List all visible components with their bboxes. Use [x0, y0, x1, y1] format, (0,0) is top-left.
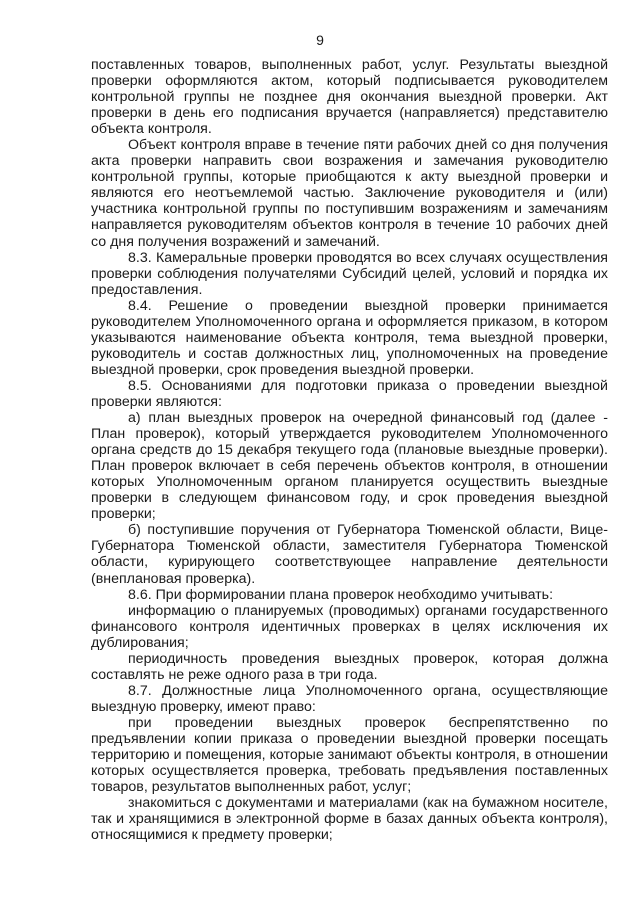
paragraph: 8.6. При формировании плана проверок необходимо учитывать: — [128, 586, 554, 603]
paragraph: поставленных товаров, выполненных работ, услуг. Результаты выездной проверки оформляются актом, который подписывается руководителем контрольной группы не позднее дня окончания выездной проверки. Акт проверки в день его подписания вручается (направляется) представителю объекта контроля. — [91, 57, 608, 138]
paragraph: при проведении выездных проверок беспрепятственно по предъявлении копии приказа о проведении выездной проверки посещать территорию и помещения, которые занимают объекты контроля, в отношении которых осуществляется проверка, требовать предъявления поставленных товаров, результатов выполненных работ, услуг; — [91, 714, 608, 796]
paragraph: знакомиться с документами и материалами (как на бумажном носителе, так и хранящимися в электронной форме в базах данных объекта контроля), относящимися к предмету проверки; — [91, 795, 608, 844]
paragraph: б) поступившие поручения от Губернатора Тюменской области, Вице-Губернатора Тюменской области, заместителя Губернатора Тюменской области, курирующего соответствующее направление деятельности (внеплановая проверка). — [91, 522, 608, 587]
page-number: 9 — [316, 32, 324, 48]
paragraph: периодичность проведения выездных проверок, которая должна составлять не реже одного раза в три года. — [91, 650, 608, 683]
paragraph: а) план выездных проверок на очередной финансовый год (далее - План проверок), который утверждается руководителем Уполномоченного органа средств до 15 декабря текущего года (плановые выездные проверки). План проверок включает в себя перечень объектов контроля, в отношении которых Уполномоченным органом планируется осуществить выездные проверки в следующем финансовом году, и срок проведения выездной проверки; — [91, 410, 608, 523]
paragraph: 8.7. Должностные лица Уполномоченного органа, осуществляющие выездную проверку, имеют право: — [91, 682, 608, 715]
paragraph: информацию о планируемых (проводимых) органами государственного финансового контроля идентичных проверках в целях исключения их дублирования; — [91, 602, 608, 651]
paragraph: 8.4. Решение о проведении выездной проверки принимается руководителем Уполномоченного органа и оформляется приказом, в котором указываются наименование объекта контроля, тема выездной проверки, руководитель и состав должностных лиц, уполномоченных на проведение выездной проверки, срок проведения выездной проверки. — [91, 297, 608, 378]
paragraph: 8.5. Основаниями для подготовки приказа о проведении выездной проверки являются: — [91, 377, 608, 410]
paragraph: 8.3. Камеральные проверки проводятся во всех случаях осуществления проверки соблюдения получателями Субсидий целей, условий и порядка их предоставления. — [91, 249, 608, 298]
document-body — [91, 57, 608, 843]
paragraph: Объект контроля вправе в течение пяти рабочих дней со дня получения акта проверки направить свои возражения и замечания руководителю контрольной группы, которые приобщаются к акту выездной проверки и являются его неотъемлемой частью. Заключение руководителя и (или) участника контрольной группы по поступившим возражениям и замечаниям направляется руководителям объектов контроля в течение 10 рабочих дней со дня получения возражений и замечаний. — [91, 137, 608, 250]
